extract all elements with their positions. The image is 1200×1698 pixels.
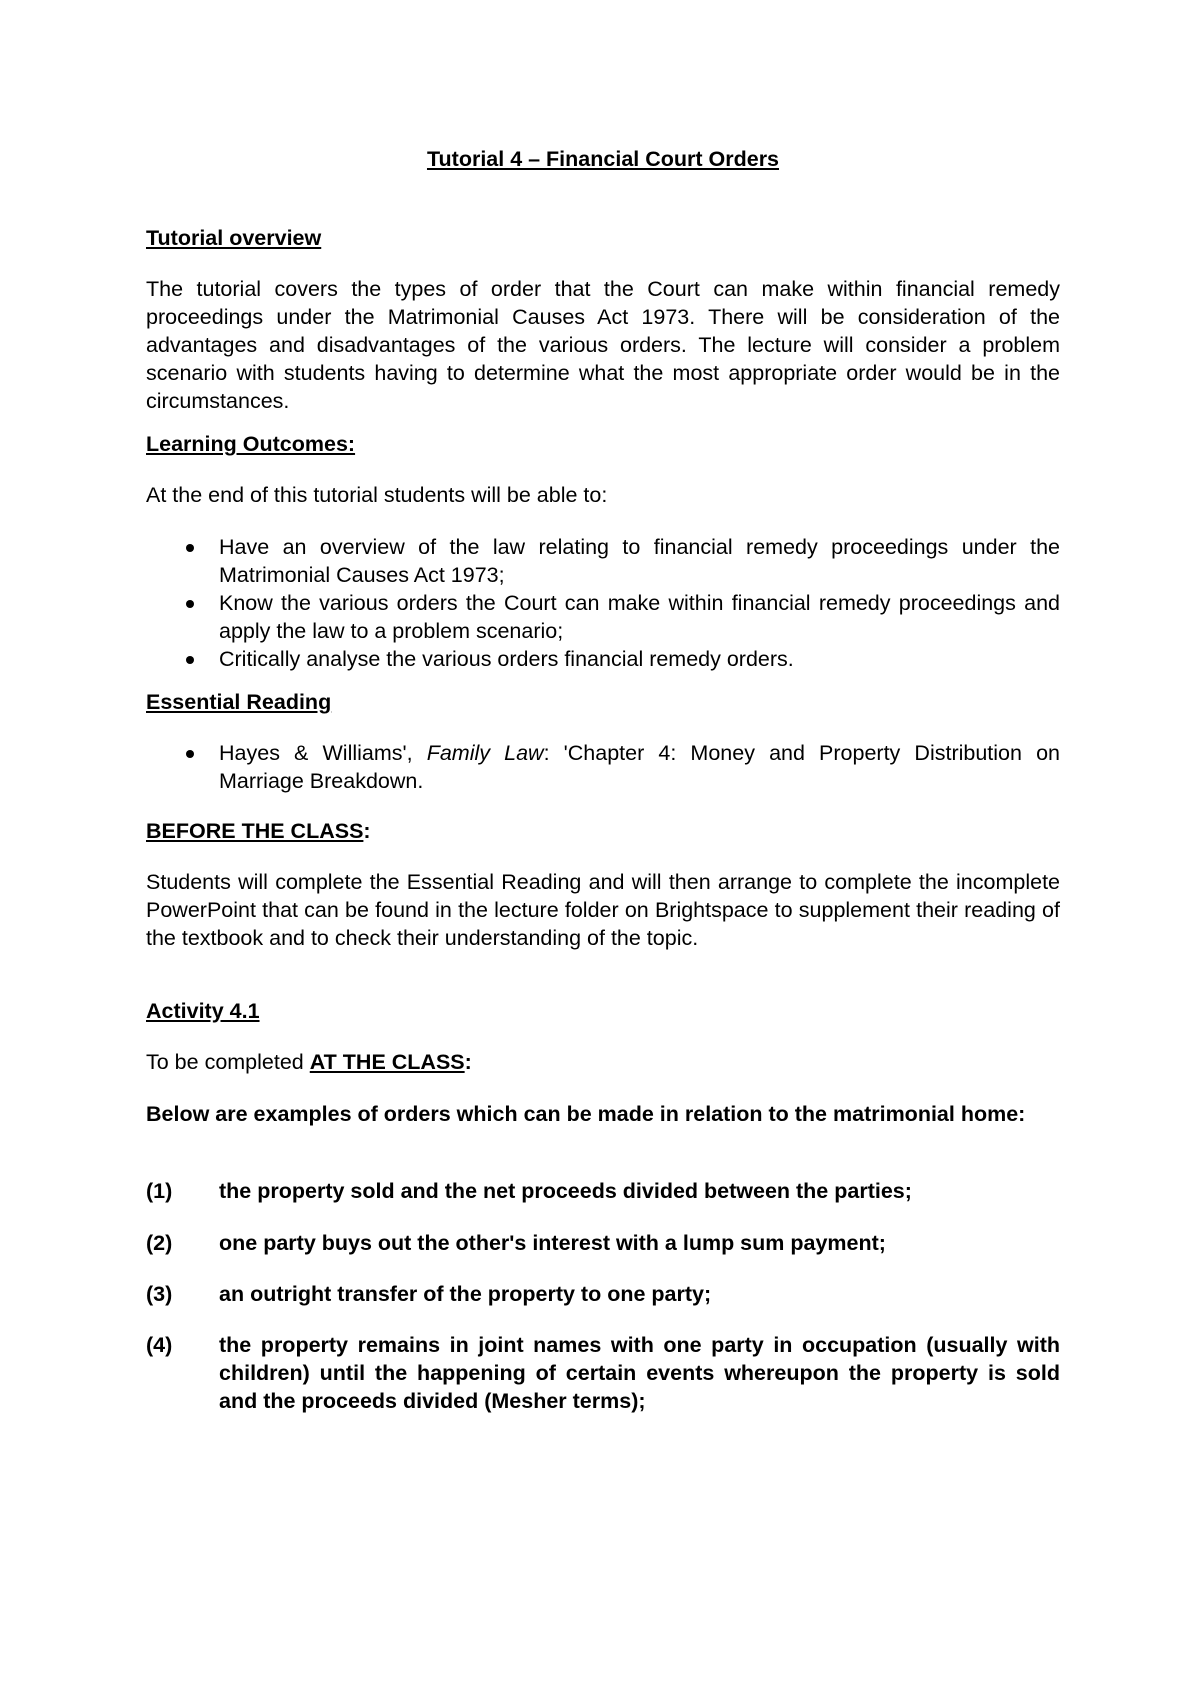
order-number: (1) <box>146 1179 173 1203</box>
before-class-heading-line <box>146 817 371 845</box>
list-item-text: Know the various orders the Court can make within financial remedy proceedings and apply the law to a problem scenario; <box>219 591 1060 643</box>
order-text: an outright transfer of the property to one party; <box>219 1282 712 1306</box>
order-text: the property sold and the net proceeds divided between the parties; <box>219 1179 912 1203</box>
overview-paragraph: The tutorial covers the types of order that the Court can make within financial remedy proceedings under the Matrimonial Causes Act 1973. There will be consideration of the advantages and disadvantages of the various orders. The lecture will consider a problem scenario with students having to determine what the most appropriate order would be in the circumstances. <box>146 277 1060 413</box>
list-item-text: Have an overview of the law relating to financial remedy proceedings under the Matrimonial Causes Act 1973; <box>219 535 1060 587</box>
order-text: one party buys out the other's interest with a lump sum payment; <box>219 1231 886 1255</box>
bullet-icon <box>186 600 194 608</box>
list-item-text: Critically analyse the various orders financial remedy orders. <box>219 647 794 671</box>
learning-outcomes-list <box>146 533 1060 673</box>
bullet-icon <box>186 656 194 664</box>
activity-lead: Below are examples of orders which can be made in relation to the matrimonial home: <box>146 1102 1026 1126</box>
activity-intro-emphasis: AT THE CLASS <box>309 1050 465 1074</box>
before-class-paragraph: Students will complete the Essential Reading and will then arrange to complete the incomplete PowerPoint that can be found in the lecture folder on Brightspace to supplement their reading of the textbook and to check their understanding of the topic. <box>146 870 1060 950</box>
order-item <box>146 1331 1060 1415</box>
reading-book-title: Family Law <box>426 741 544 765</box>
order-number: (2) <box>146 1231 173 1255</box>
essential-reading-heading: Essential Reading <box>146 690 332 714</box>
list-item <box>146 589 1060 645</box>
order-number: (4) <box>146 1333 173 1357</box>
order-number: (3) <box>146 1282 173 1306</box>
list-item <box>146 739 1060 795</box>
learning-outcomes-intro: At the end of this tutorial students will be able to: <box>146 483 608 507</box>
before-class-heading: BEFORE THE CLASS <box>146 819 364 843</box>
order-item <box>146 1177 1060 1205</box>
activity-intro-text: To be completed <box>146 1050 310 1074</box>
list-item <box>146 645 1060 673</box>
activity-intro-colon: : <box>464 1050 472 1074</box>
overview-heading: Tutorial overview <box>146 226 322 250</box>
activity-heading: Activity 4.1 <box>146 999 260 1023</box>
list-item <box>146 533 1060 589</box>
learning-outcomes-heading: Learning Outcomes: <box>146 432 356 456</box>
reading-chapter: : 'Chapter 4: Money and Property Distribution on Marriage Breakdown. <box>219 741 1060 793</box>
order-item <box>146 1229 1060 1257</box>
bullet-icon <box>186 544 194 552</box>
reading-author: Hayes & Williams', <box>219 741 427 765</box>
essential-reading-list <box>146 739 1060 795</box>
page-title: Tutorial 4 – Financial Court Orders <box>426 147 780 171</box>
activity-intro <box>146 1048 472 1076</box>
order-item <box>146 1280 1060 1308</box>
order-text: the property remains in joint names with one party in occupation (usually with children) until the happening of certain events whereupon the property is sold and the proceeds divided (Mesher terms); <box>219 1333 1060 1413</box>
bullet-icon <box>186 750 194 758</box>
before-class-heading-colon: : <box>363 819 371 843</box>
